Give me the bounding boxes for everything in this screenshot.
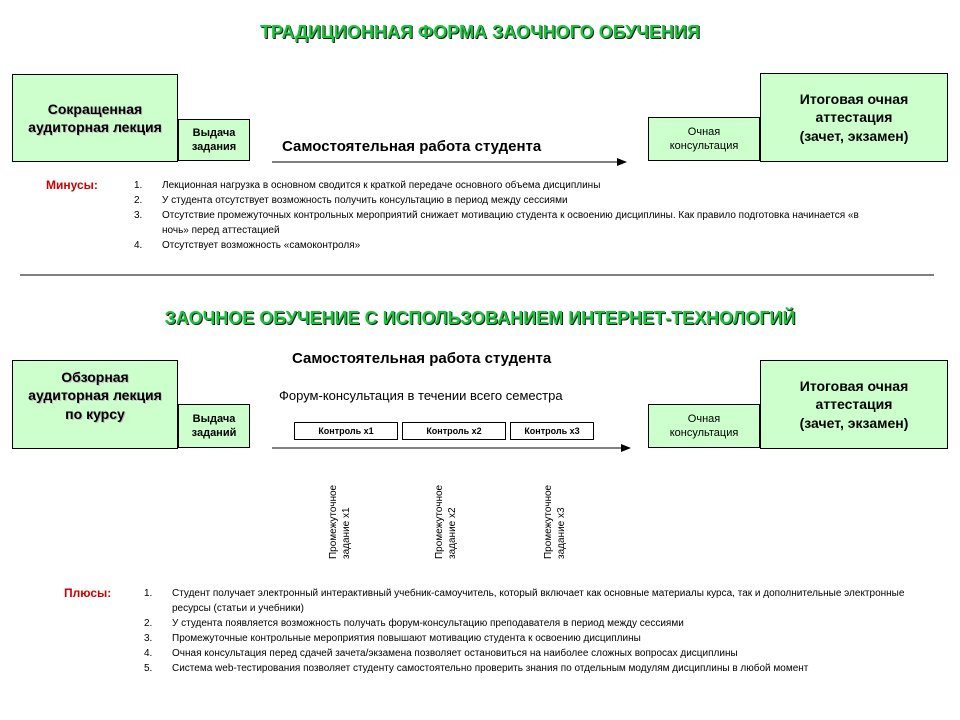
top-consult-line2: консультация [669,140,739,152]
bottom-consult-line2: консультация [669,427,739,439]
bottom-consult-line1: Очная [687,412,721,425]
interim-task-x2: Промежуточное задание х2 [434,484,458,559]
pros-item: 2. У студента появляется возможность получать форум-консультацию преподавателя в период между сессиями [144,618,684,629]
cons-item: 2. У студента отсутствует возможность получить консультацию в период между сессиями [134,195,568,206]
bottom-lecture-line3: по курсу [65,405,125,422]
cons-label: Минусы: [46,178,98,192]
bottom-issue-line1: Выдача [192,412,236,425]
top-lecture-line1: Сокращенная [47,100,143,117]
top-consult-line1: Очная [687,125,721,138]
top-issue-line1: Выдача [192,126,236,139]
interim-task-x3: Промежуточное задание х3 [543,484,567,559]
bottom-issue-line2: заданий [191,427,237,439]
top-lecture-line2: аудиторная лекция [28,119,162,135]
bottom-final-line3: (зачет, экзамен) [799,414,909,431]
pros-label: Плюсы: [64,586,112,600]
control-x2: Контроль х2 [402,422,506,440]
pros-item: 3. Промежуточные контрольные мероприятия повышают мотивацию студента к освоению дисциплины [144,633,641,644]
top-final-line3: (зачет, экзамен) [799,127,909,144]
top-work-label: Самостоятельная работа студента [282,138,542,155]
top-final-line1: Итоговая очная [799,91,909,108]
cons-item: 3. Отсутствие промежуточных контрольных мероприятий снижает мотивацию студента к освоению дисциплины. Как правило подготовка начинается «в ночь» перед аттестацией [134,210,859,236]
top-section-title: ТРАДИЦИОННАЯ ФОРМА ЗАОЧНОГО ОБУЧЕНИЯ [260,22,700,42]
pros-item: 1. Студент получает электронный интерактивный учебник-самоучитель, который включает как основные материалы курса, так и дополнительные электронные ресурсы (статьи и учебники) [144,588,905,614]
bottom-work-label: Самостоятельная работа студента [292,350,552,367]
bottom-section-title: ЗАОЧНОЕ ОБУЧЕНИЕ С ИСПОЛЬЗОВАНИЕМ ИНТЕРНЕТ-ТЕХНОЛОГИЙ [164,308,796,328]
bottom-lecture-line2: аудиторная лекция [28,387,162,404]
interim-task-x1: Промежуточное задание х1 [328,484,352,559]
forum-label: Форум-консультация в течении всего семестра [279,388,563,403]
cons-item: 4. Отсутствует возможность «самоконтроля» [134,240,361,251]
bottom-lecture-line1: Обзорная [61,369,129,386]
control-x1: Контроль х1 [294,422,398,440]
cons-item: 1. Лекционная нагрузка в основном сводится к краткой передаче основного объема дисциплины [134,180,601,191]
top-issue-line2: задания [191,141,237,153]
bottom-final-line2: аттестация [815,396,893,413]
bottom-final-line1: Итоговая очная [799,378,909,395]
control-x3: Контроль х3 [510,422,594,440]
pros-item: 5. Система web-тестирования позволяет студенту самостоятельно проверить знания по отдельным модулям дисциплины в любой момент [144,663,809,674]
top-final-line2: аттестация [815,109,893,126]
pros-item: 4. Очная консультация перед сдачей зачета/экзамена позволяет остановиться на наиболее сложных вопросах дисциплины [144,648,738,659]
